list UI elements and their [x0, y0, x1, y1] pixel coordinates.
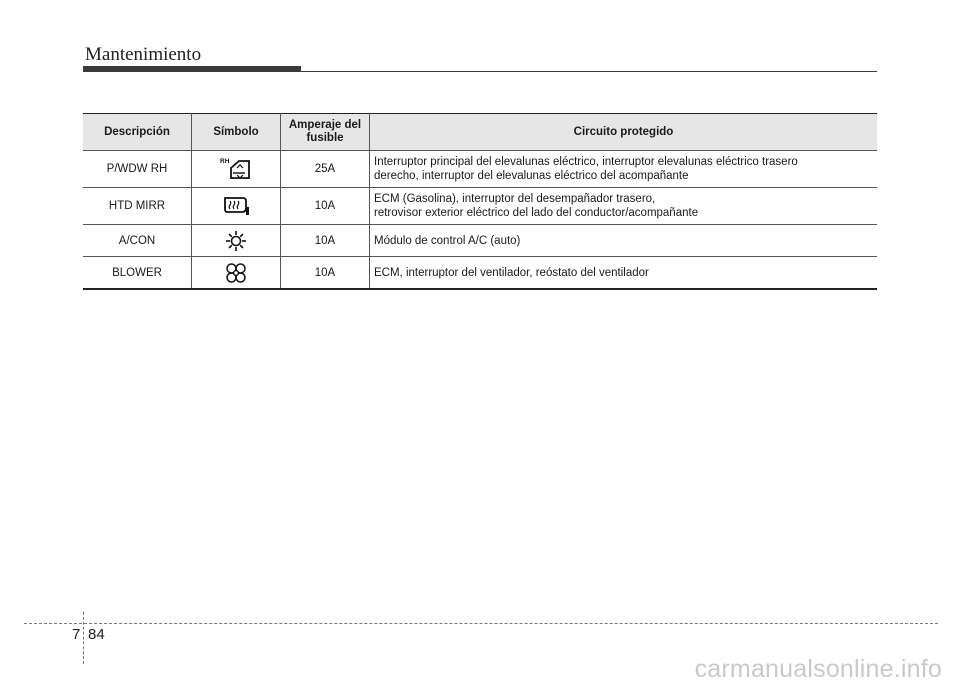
- circuit-cell: ECM, interruptor del ventilador, reóstato del ventilador: [370, 257, 878, 290]
- column-header-amperage: [281, 114, 370, 151]
- amperage-cell: 25A: [281, 151, 370, 188]
- table-row: [83, 225, 877, 257]
- description-cell: BLOWER: [83, 257, 192, 290]
- footer-divider: [83, 612, 84, 664]
- description-cell: P/WDW RH: [83, 151, 192, 188]
- table-row: [83, 151, 877, 188]
- rh-label: RH: [220, 158, 230, 165]
- chapter-number: 7: [72, 626, 81, 643]
- page-title: Mantenimiento: [85, 44, 202, 65]
- page-number: 84: [88, 626, 105, 643]
- fuse-table: [83, 113, 877, 290]
- header-rule: [83, 71, 877, 72]
- circuit-line: Interruptor principal del elevalunas eléctrico, interruptor elevalunas eléctrico trasero: [374, 156, 798, 168]
- column-header-circuit: Circuito protegido: [370, 114, 878, 151]
- circuit-line: ECM (Gasolina), interruptor del desempañador trasero,: [374, 193, 656, 205]
- column-header-amperage-line1: Amperaje del: [288, 119, 362, 131]
- blower-fan-icon: [224, 261, 248, 285]
- amperage-cell: 10A: [281, 188, 370, 225]
- air-conditioning-icon: [225, 230, 247, 252]
- symbol-cell: [192, 151, 281, 188]
- footer-rule: [24, 623, 938, 624]
- heated-mirror-icon: [221, 195, 251, 217]
- column-header-amperage-line2: fusible: [306, 132, 344, 144]
- circuit-line: retrovisor exterior eléctrico del lado del conductor/acompañante: [374, 207, 699, 219]
- description-cell: HTD MIRR: [83, 188, 192, 225]
- amperage-cell: 10A: [281, 257, 370, 290]
- power-window-rh-icon: [219, 156, 253, 182]
- symbol-cell: [192, 188, 281, 225]
- watermark: carmanualsonline.info: [694, 655, 942, 683]
- circuit-cell: [370, 151, 878, 188]
- table-row: [83, 257, 877, 290]
- amperage-cell: 10A: [281, 225, 370, 257]
- column-header-description: Descripción: [83, 114, 192, 151]
- symbol-cell: [192, 225, 281, 257]
- table-row: [83, 188, 877, 225]
- column-header-symbol: Símbolo: [192, 114, 281, 151]
- circuit-cell: Módulo de control A/C (auto): [370, 225, 878, 257]
- circuit-line: derecho, interruptor del elevalunas eléctrico del acompañante: [374, 170, 689, 182]
- symbol-cell: [192, 257, 281, 290]
- circuit-cell: [370, 188, 878, 225]
- description-cell: A/CON: [83, 225, 192, 257]
- table-header-row: [83, 114, 877, 151]
